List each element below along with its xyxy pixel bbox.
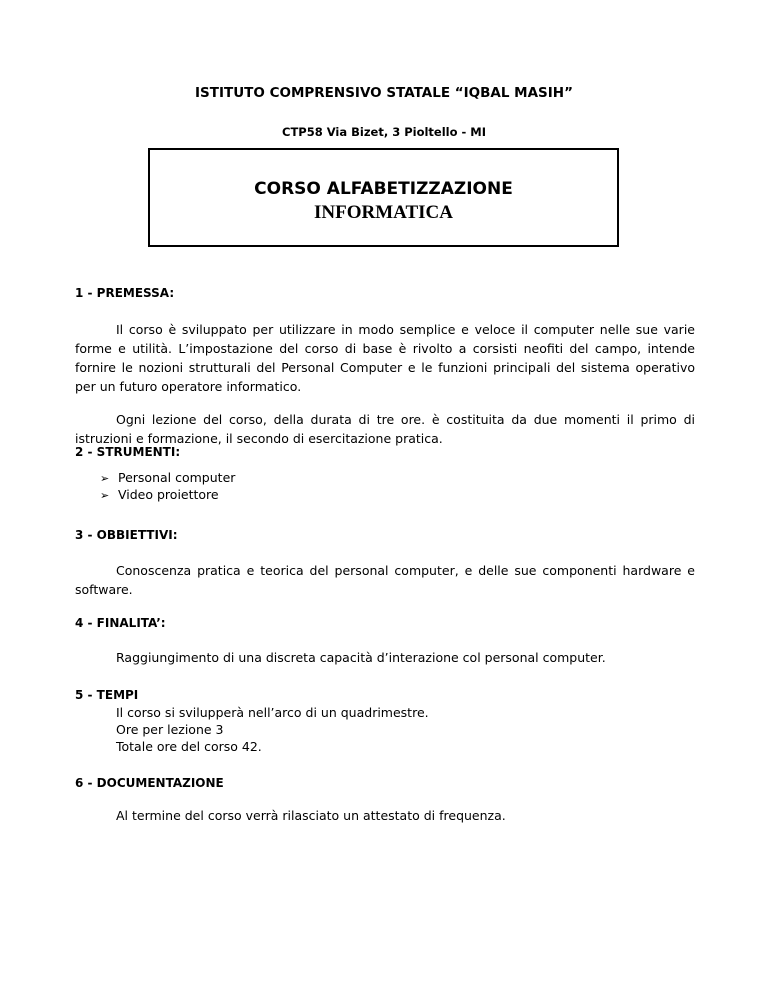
section-heading-finalita: 4 - FINALITA’:	[75, 616, 166, 630]
list-item-text: Video proiettore	[118, 487, 219, 502]
list-item-text: Personal computer	[118, 470, 236, 485]
premessa-paragraph-1-text: Il corso è sviluppato per utilizzare in modo semplice e veloce il computer nelle sue varie forme e utilità. L’impostazione del corso di base è rivolto a corsisti neofiti del campo, intende fornire le nozioni strutturali del Personal Computer e le funzioni principali del sistema operativo per un futuro operatore informatico.	[75, 322, 695, 394]
tempi-line: Il corso si svilupperà nell’arco di un quadrimestre.	[116, 705, 429, 720]
course-title-line1: CORSO ALFABETIZZAZIONE	[254, 179, 513, 199]
documentazione-text: Al termine del corso verrà rilasciato un attestato di frequenza.	[116, 808, 506, 823]
list-item	[100, 470, 235, 487]
section-heading-strumenti: 2 - STRUMENTI:	[75, 445, 181, 459]
section-heading-obbiettivi: 3 - OBBIETTIVI:	[75, 528, 178, 542]
strumenti-list	[100, 470, 235, 504]
finalita-text: Raggiungimento di una discreta capacità d’interazione col personal computer.	[116, 650, 606, 665]
premessa-paragraph-1	[75, 320, 695, 396]
premessa-paragraph-2-text: Ogni lezione del corso, della durata di tre ore. è costituita da due momenti il primo di istruzioni e formazione, il secondo di esercitazione pratica.	[75, 412, 695, 446]
school-address: CTP58 Via Bizet, 3 Pioltello - MI	[282, 125, 486, 139]
premessa-paragraph-2	[75, 410, 695, 448]
arrowhead-bullet-icon: ➢	[100, 489, 110, 502]
list-item	[100, 487, 235, 504]
tempi-lines	[116, 704, 429, 755]
obbiettivi-paragraph	[75, 561, 695, 599]
section-heading-documentazione: 6 - DOCUMENTAZIONE	[75, 776, 224, 790]
school-name: ISTITUTO COMPRENSIVO STATALE “IQBAL MASIH”	[195, 85, 573, 101]
tempi-line: Totale ore del corso 42.	[116, 739, 262, 754]
arrowhead-bullet-icon: ➢	[100, 472, 110, 485]
section-heading-premessa: 1 - PREMESSA:	[75, 286, 175, 300]
section-heading-tempi: 5 - TEMPI	[75, 688, 139, 702]
tempi-line: Ore per lezione 3	[116, 722, 224, 737]
course-title-line2: INFORMATICA	[314, 202, 453, 223]
obbiettivi-text: Conoscenza pratica e teorica del personal computer, e delle sue componenti hardware e software.	[75, 563, 695, 597]
course-title-box	[148, 148, 619, 247]
